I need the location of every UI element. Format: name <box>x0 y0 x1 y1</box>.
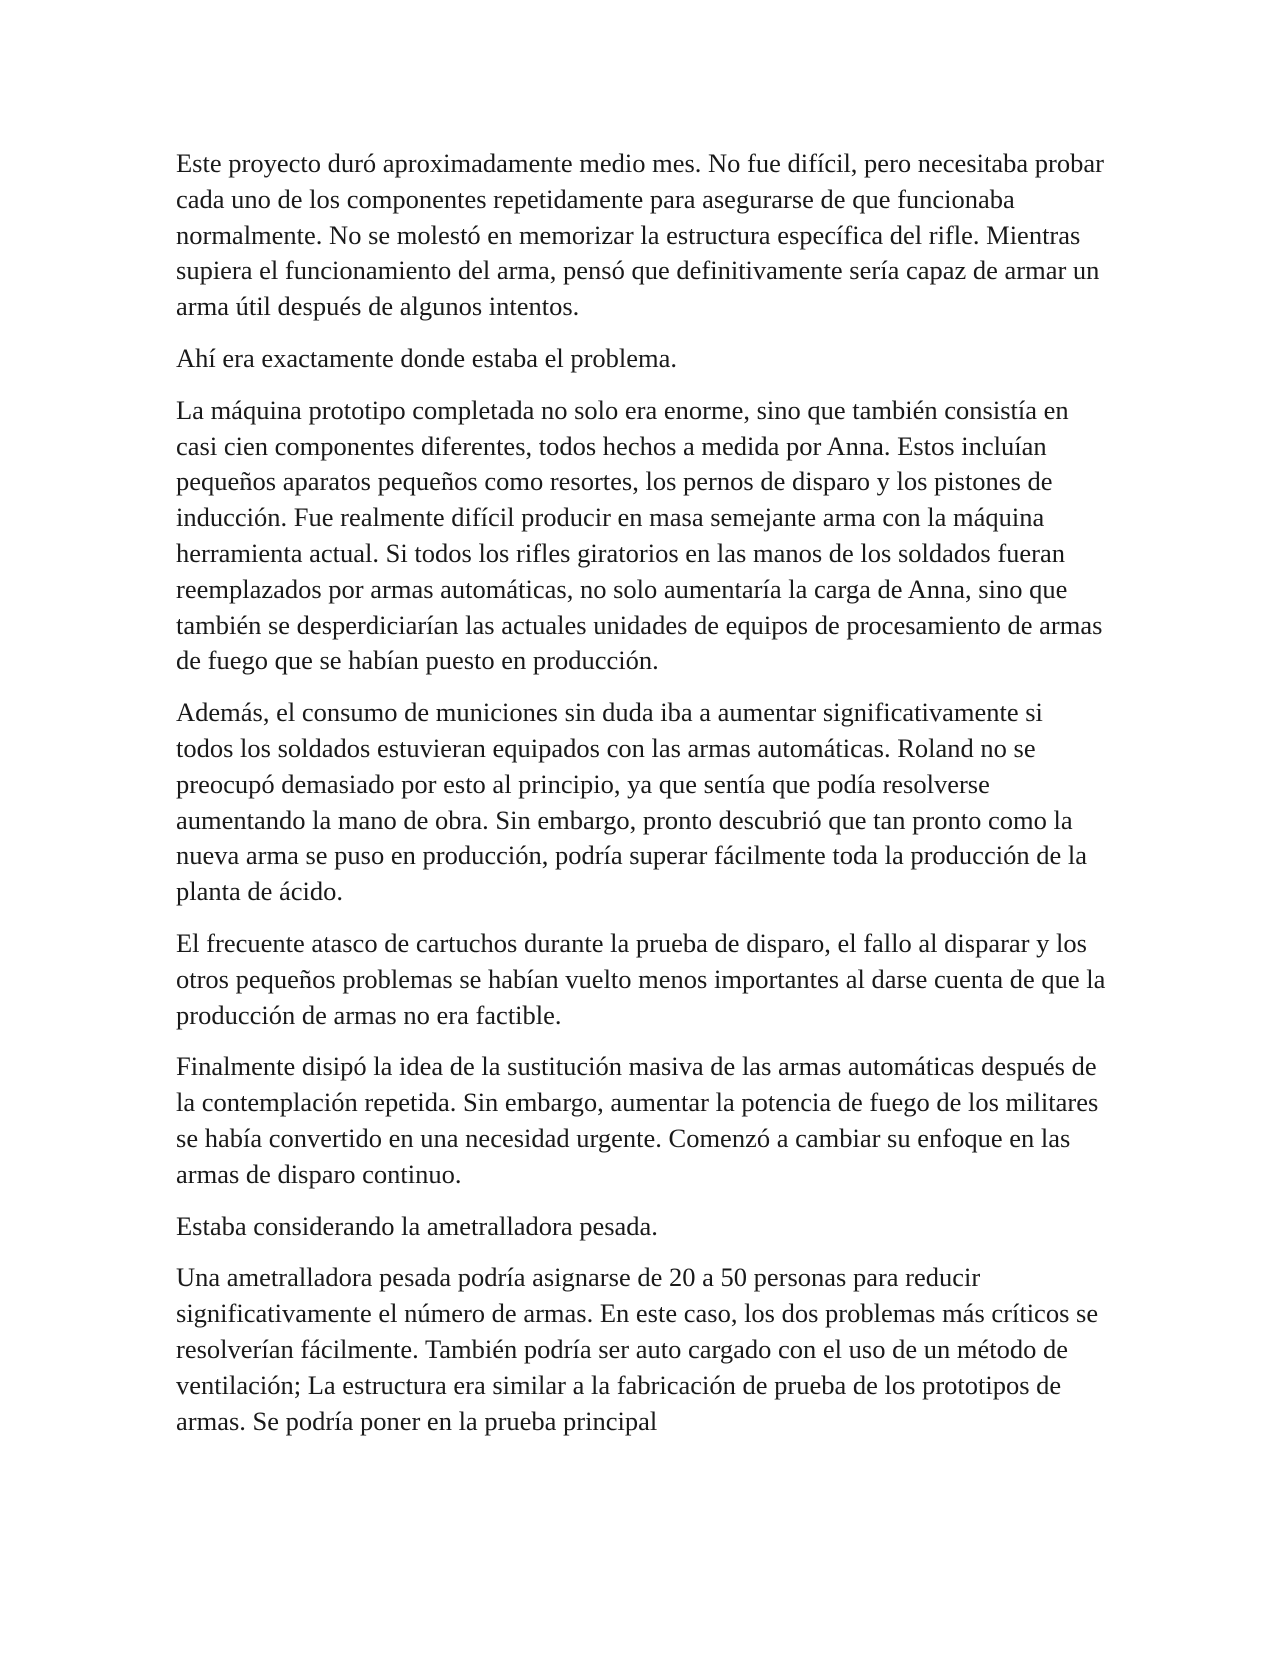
paragraph-6: Finalmente disipó la idea de la sustitución masiva de las armas automáticas después de la contemplación repetida. Sin embargo, aumentar la potencia de fuego de los militares se había convertido en una necesidad urgente. Comenzó a cambiar su enfoque en las armas de disparo continuo. <box>176 1051 1099 1189</box>
paragraph-5: El frecuente atasco de cartuchos durante la prueba de disparo, el fallo al disparar y los otros pequeños problemas se habían vuelto menos importantes al darse cuenta de que la producción de armas no era factible. <box>176 927 1106 1030</box>
paragraph-7: Estaba considerando la ametralladora pesada. <box>176 1210 658 1241</box>
document-page <box>176 146 1106 1455</box>
paragraph-3: La máquina prototipo completada no solo era enorme, sino que también consistía en casi cien componentes diferentes, todos hechos a medida por Anna. Estos incluían pequeños aparatos pequeños como resortes, los pernos de disparo y los pistones de inducción. Fue realmente difícil producir en masa semejante arma con la máquina herramienta actual. Si todos los rifles giratorios en las manos de los soldados fueran reemplazados por armas automáticas, no solo aumentaría la carga de Anna, sino que también se desperdiciarían las actuales unidades de equipos de procesamiento de armas de fuego que se habían puesto en producción. <box>176 394 1103 676</box>
paragraph-1: Este proyecto duró aproximadamente medio mes. No fue difícil, pero necesitaba probar cada uno de los componentes repetidamente para asegurarse de que funcionaba normalmente. No se molestó en memorizar la estructura específica del rifle. Mientras supiera el funcionamiento del arma, pensó que definitivamente sería capaz de armar un arma útil después de algunos intentos. <box>176 148 1104 322</box>
paragraph-4: Además, el consumo de municiones sin duda iba a aumentar significativamente si todos los soldados estuvieran equipados con las armas automáticas. Roland no se preocupó demasiado por esto al principio, ya que sentía que podía resolverse aumentando la mano de obra. Sin embargo, pronto descubrió que tan pronto como la nueva arma se puso en producción, podría superar fácilmente toda la producción de la planta de ácido. <box>176 697 1087 907</box>
paragraph-2: Ahí era exactamente donde estaba el problema. <box>176 342 678 373</box>
paragraph-8: Una ametralladora pesada podría asignarse de 20 a 50 personas para reducir significativamente el número de armas. En este caso, los dos problemas más críticos se resolverían fácilmente. También podría ser auto cargado con el uso de un método de ventilación; La estructura era similar a la fabricación de prueba de los prototipos de armas. Se podría poner en la prueba principal <box>176 1262 1099 1436</box>
